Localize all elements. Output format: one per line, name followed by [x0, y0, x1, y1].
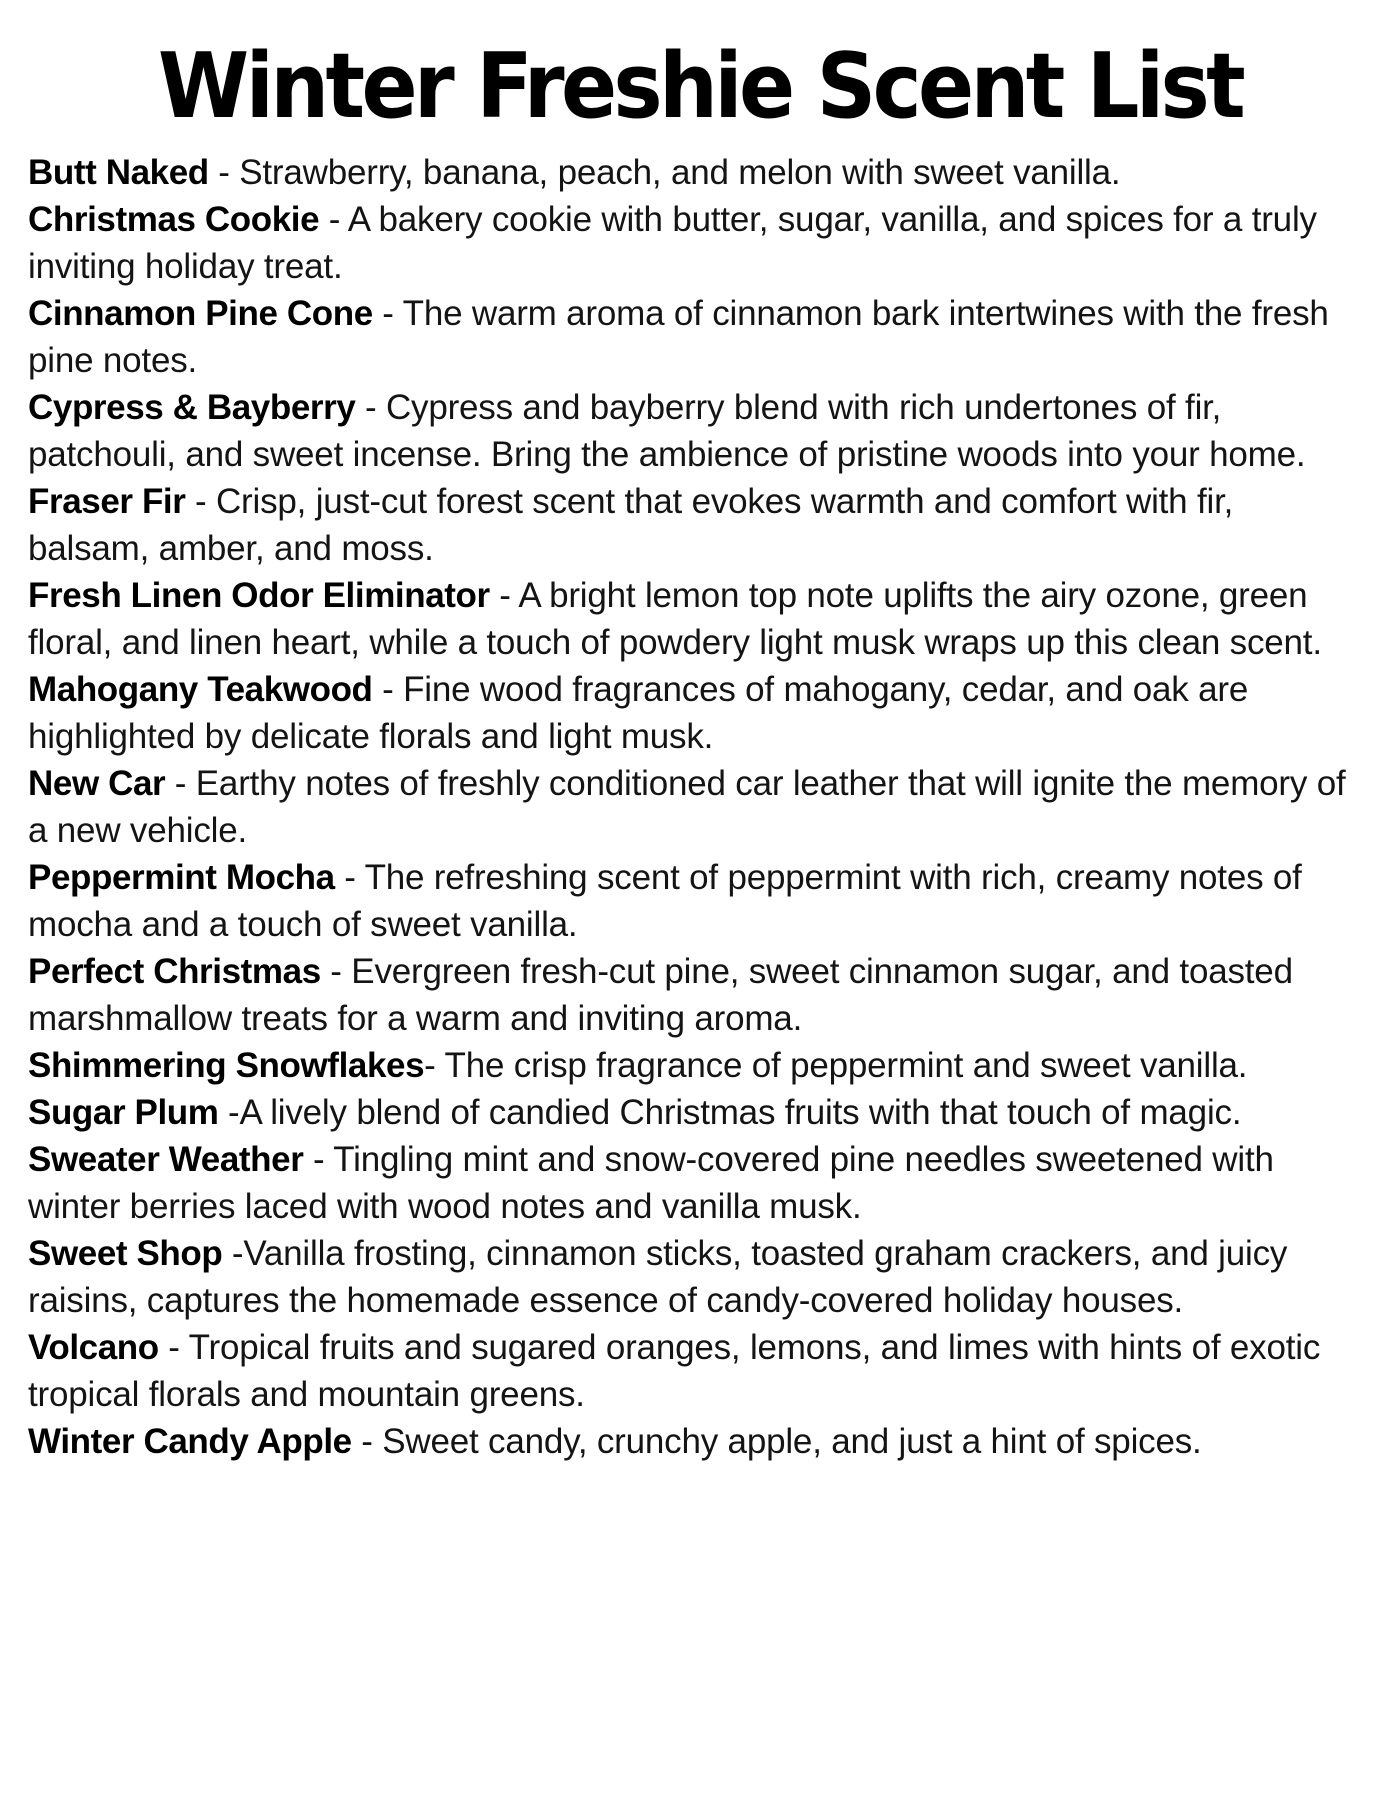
scent-name: Fraser Fir: [28, 481, 186, 521]
scent-name: Volcano: [28, 1327, 159, 1367]
scent-entry: [28, 948, 1360, 1042]
separator: -: [319, 199, 348, 239]
scent-entry: [28, 478, 1360, 572]
scent-description: Vanilla frosting, cinnamon sticks, toasted graham crackers, and juicy raisins, captures the homemade essence of candy-covered holiday houses.: [28, 1233, 1288, 1320]
separator: -: [424, 1045, 445, 1085]
scent-name: Mahogany Teakwood: [28, 669, 373, 709]
scent-entry: [28, 196, 1360, 290]
scent-description: The warm aroma of cinnamon bark intertwines with the fresh pine notes.: [28, 293, 1329, 380]
scent-name: Cinnamon Pine Cone: [28, 293, 373, 333]
scent-name: Sweet Shop: [28, 1233, 223, 1273]
scent-name: Sweater Weather: [28, 1139, 304, 1179]
scent-entry: [28, 149, 1360, 196]
scent-description: A lively blend of candied Christmas fruits with that touch of magic.: [239, 1092, 1242, 1132]
scent-entry: [28, 666, 1360, 760]
scent-description: Fine wood fragrances of mahogany, cedar, and oak are highlighted by delicate florals and light musk.: [28, 669, 1249, 756]
scent-entry: [28, 1042, 1360, 1089]
scent-name: New Car: [28, 763, 166, 803]
scent-description: A bakery cookie with butter, sugar, vanilla, and spices for a truly inviting holiday treat.: [28, 199, 1317, 286]
scent-name: Winter Candy Apple: [28, 1421, 352, 1461]
scent-entry: [28, 760, 1360, 854]
separator: -: [489, 575, 519, 615]
scent-description: The refreshing scent of peppermint with rich, creamy notes of mocha and a touch of sweet vanilla.: [28, 857, 1302, 944]
scent-description: Cypress and bayberry blend with rich undertones of fir, patchouli, and sweet incense. Bring the ambience of pristine woods into your home.: [28, 387, 1306, 474]
separator: -: [372, 293, 403, 333]
scent-description: Sweet candy, crunchy apple, and just a hint of spices.: [382, 1421, 1202, 1461]
separator: -: [185, 481, 216, 521]
scent-entry: [28, 384, 1360, 478]
scent-name: Christmas Cookie: [28, 199, 320, 239]
scent-entry: [28, 1324, 1360, 1418]
separator: -: [208, 152, 240, 192]
separator: -: [218, 1092, 240, 1132]
separator: -: [165, 763, 196, 803]
scent-name: Perfect Christmas: [28, 951, 321, 991]
separator: -: [158, 1327, 189, 1367]
scent-name: Peppermint Mocha: [28, 857, 335, 897]
scent-list: [28, 149, 1360, 1465]
scent-description: Earthy notes of freshly conditioned car leather that will ignite the memory of a new vehicle.: [28, 763, 1346, 850]
page-title: Winter Freshie Scent List: [157, 34, 1243, 139]
scent-name: Fresh Linen Odor Eliminator: [28, 575, 490, 615]
scent-entry: [28, 572, 1360, 666]
separator: -: [320, 951, 352, 991]
scent-entry: [28, 1418, 1360, 1465]
separator: -: [222, 1233, 244, 1273]
scent-name: Butt Naked: [28, 152, 209, 192]
scent-entry: [28, 1230, 1360, 1324]
scent-entry: [28, 1089, 1360, 1136]
scent-description: The crisp fragrance of peppermint and sweet vanilla.: [444, 1045, 1248, 1085]
separator: -: [351, 1421, 383, 1461]
scent-name: Shimmering Snowflakes: [28, 1045, 425, 1085]
scent-description: Tropical fruits and sugared oranges, lemons, and limes with hints of exotic tropical florals and mountain greens.: [28, 1327, 1321, 1414]
scent-name: Sugar Plum: [28, 1092, 219, 1132]
scent-description: A bright lemon top note uplifts the airy ozone, green floral, and linen heart, while a touch of powdery light musk wraps up this clean scent.: [28, 575, 1322, 662]
scent-description: Strawberry, banana, peach, and melon with sweet vanilla.: [239, 152, 1121, 192]
scent-description: Tingling mint and snow-covered pine needles sweetened with winter berries laced with wood notes and vanilla musk.: [28, 1139, 1274, 1226]
scent-description: Evergreen fresh-cut pine, sweet cinnamon sugar, and toasted marshmallow treats for a warm and inviting aroma.: [28, 951, 1293, 1038]
scent-entry: [28, 290, 1360, 384]
scent-entry: [28, 1136, 1360, 1230]
separator: -: [372, 669, 404, 709]
scent-entry: [28, 854, 1360, 948]
scent-name: Cypress & Bayberry: [28, 387, 356, 427]
separator: -: [355, 387, 386, 427]
separator: -: [334, 857, 365, 897]
separator: -: [303, 1139, 334, 1179]
scent-description: Crisp, just-cut forest scent that evokes warmth and comfort with fir, balsam, amber, and moss.: [28, 481, 1234, 568]
